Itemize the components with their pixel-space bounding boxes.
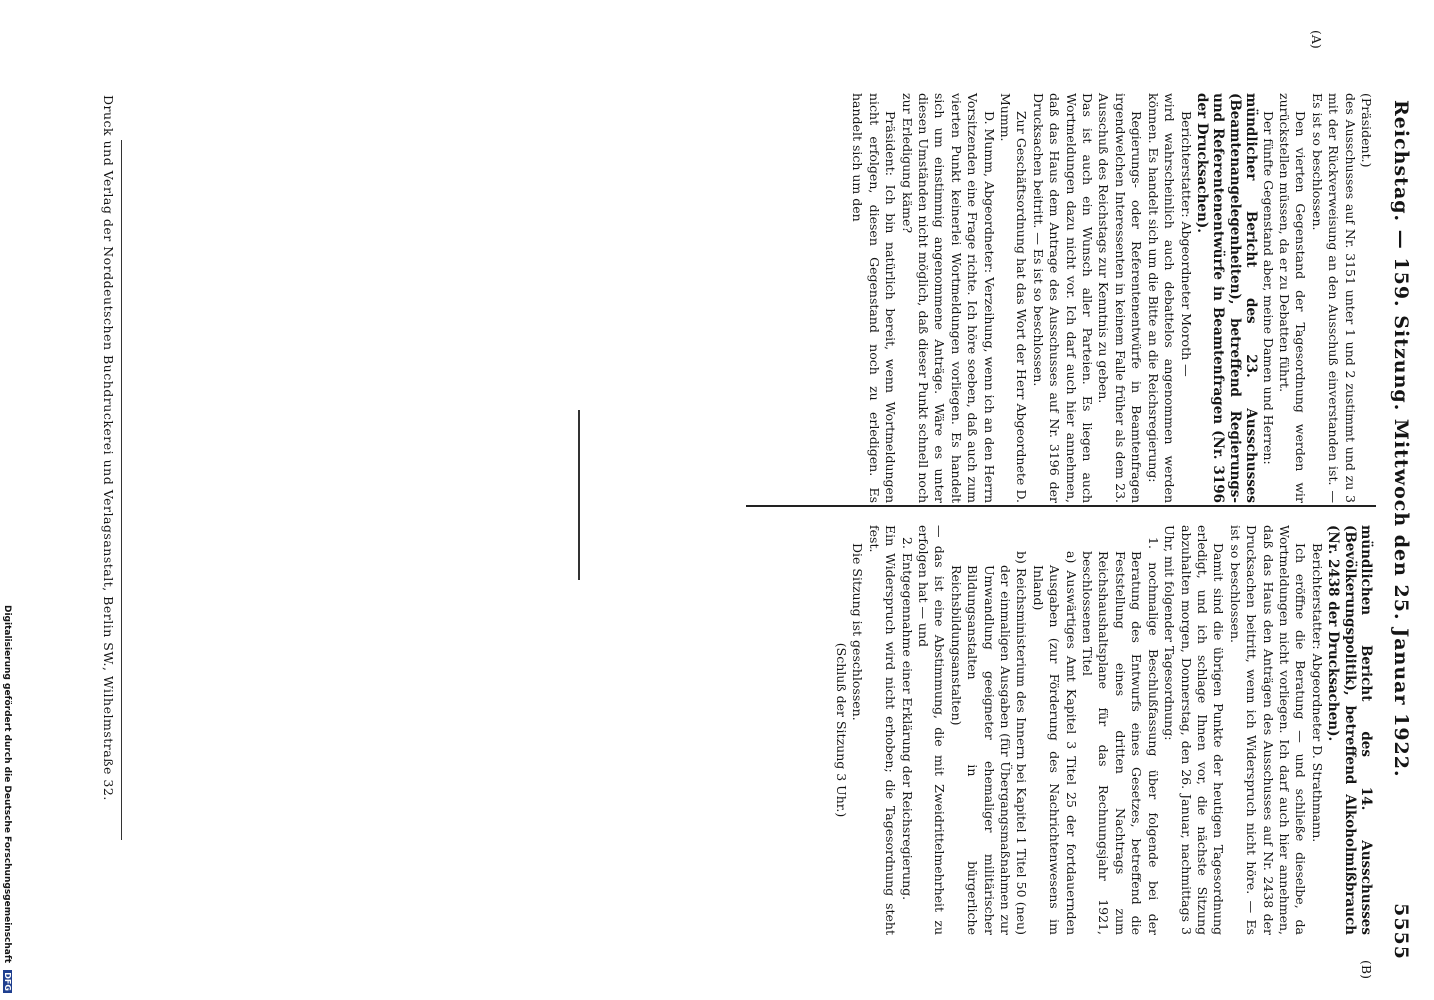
right-column-paragraph: — das ist eine Abstimmung, die mit Zweidrittelmehrheit zu erfolgen hat — und [916,525,948,935]
right-column-paragraph: b) Reichsministerium des Innern bei Kapitel 1 Titel 50 (neu) der einmaligen Ausgaben (für Übergangsmaßnahmen zur Umwandlung geeigneter ehemaliger militärischer Bildungsanstalten in bürgerliche Reichsbildungsanstalten) [948,551,1030,935]
digitization-note-text: Digitalisierung gefördert durch die Deutsche Forschungsgemeinschaft [2,605,12,964]
left-column-paragraph: Regierungs- oder Referentenentwürfe in Beamtenfragen irgendwelchen Interessenten in keinem Falle früher als dem 23. Ausschuß des Reichstags zur Kenntnis zu geben. [1096,93,1145,503]
left-column-paragraph: Das ist auch ein Wunsch aller Parteien. Es liegen auch Wortmeldungen dazu nicht vor. Ich darf auch hier annehmen, daß das Haus dem Antrage des Ausschusses auf Nr. 3196 der Drucksachen beitritt. — Es ist so beschlossen. [1030,93,1096,503]
left-column [849,93,1374,503]
margin-mark-a: (A) [1309,30,1324,49]
left-column-paragraph: D. Mumm, Abgeordneter: Verzeihung, wenn ich an den Herrn Vorsitzenden eine Frage richte. Ich höre soeben, daß auch zum vierten Punkt keinerlei Wortmeldungen vorliegen. Es handelt sich um einstimmig angenommene Anträge. Wäre es unter diesen Umständen nicht möglich, daß dieser Punkt schnell noch zur Erledigung käme? [899,93,997,503]
left-column-paragraph: Der fünfte Gegenstand aber, meine Damen und Herren: [1260,111,1276,465]
column-divider [746,505,1376,507]
header-title: Reichstag. — 159. Sitzung. Mittwoch den 25. Januar 1922. [1390,100,1412,778]
dfg-logo: DFG [3,972,12,991]
page-number: 5555 [1390,903,1412,960]
left-column-paragraph: Den vierten Gegenstand der Tagesordnung werden wir zurückstellen müssen, da er zu Debatten führt. [1276,93,1309,503]
left-column-paragraph: Präsident: Ich bin natürlich bereit, wenn Wortmeldungen nicht erfolgen, diesen Gegenstand noch zu erledigen. Es handelt sich um den [850,93,899,503]
right-column-paragraph: Berichterstatter: Abgeordneter D. Strathmann. [1309,543,1325,843]
right-column-paragraph: a) Auswärtiges Amt Kapitel 3 Titel 25 der fortdauernden Ausgaben (zur Förderung des Nachrichtenwesens im Inland) [1030,551,1079,935]
left-column-paragraph: des Ausschusses auf Nr. 3151 unter 1 und 2 zustimmt und zu 3 mit der Rückverweisung an den Ausschuß einverstanden ist. — Es ist so beschlossen. [1309,93,1358,503]
right-column-paragraph: 2. Entgegennahme einer Erklärung der Reichsregierung. [899,537,915,901]
right-column-paragraph: Damit sind die übrigen Punkte der heutigen Tagesordnung erledigt, und ich schlage Ihnen vor, die nächste Sitzung abzuhalten morgen, Donnerstag, den 26. Januar, nachmittags 3 Uhr, mit folgender Tagesordnung: [1162,525,1227,935]
left-column-paragraph: (Präsident.) [1359,93,1374,168]
right-column [833,525,1374,935]
right-column-paragraph: 1. nochmalige Beschlußfassung über folgende bei der Beratung des Entwurfs eines Gesetzes, betreffend die Feststellung eines dritten Nachtrags zum Reichshaushaltsplane für das Rechnungsjahr 1921, beschlossenen Titel [1080,537,1161,935]
left-column-paragraph: wird wahrscheinlich auch debattelos angenommen werden können. Es handelt sich um die Bitte an die Reichsregierung: [1145,93,1178,503]
right-column-paragraph: Ein Widerspruch wird nicht erhoben; die Tagesordnung steht fest. [866,525,899,935]
left-column-paragraph: mündlicher Bericht des 23. Ausschusses (Beamtenangelegenheiten), betreffend Regierungs- und Referentenentwürfe in Beamtenfragen (Nr. 3196 der Drucksachen). [1193,93,1260,503]
digitization-note [2,605,12,993]
right-column-paragraph: (Schluß der Sitzung 3 Uhr.) [834,642,849,818]
right-column-paragraph: mündlichen Bericht des 14. Ausschusses (Bevölkerungspolitik), betreffend Alkoholmißbrauch (Nr. 2438 der Drucksachen). [1325,525,1374,935]
left-column-paragraph: Berichterstatter: Abgeordneter Moroth — [1178,111,1194,377]
right-column-paragraph: Ich eröffne die Beratung — und schließe dieselbe, da Wortmeldungen nicht vorliegen. Ich darf auch hier annehmen, daß das Haus den Anträgen des Ausschusses auf Nr. 2438 der Drucksachen beitritt, wenn ich Widerspruch nicht höre. — Es ist so beschlossen. [1227,525,1309,935]
section-rule [578,410,580,580]
left-column-paragraph: Zur Geschäftsordnung hat das Wort der Herr Abgeordnete D. Mumm. [998,93,1030,503]
margin-mark-b: (B) [1359,960,1374,979]
imprint-line: Druck und Verlag der Norddeutschen Buchdruckerei und Verlagsanstalt, Berlin SW., Wilhelmstraße 32. [101,95,116,801]
page-header [1386,80,1416,960]
imprint-rule [121,140,122,840]
right-column-paragraph: Die Sitzung ist geschlossen. [850,543,866,721]
